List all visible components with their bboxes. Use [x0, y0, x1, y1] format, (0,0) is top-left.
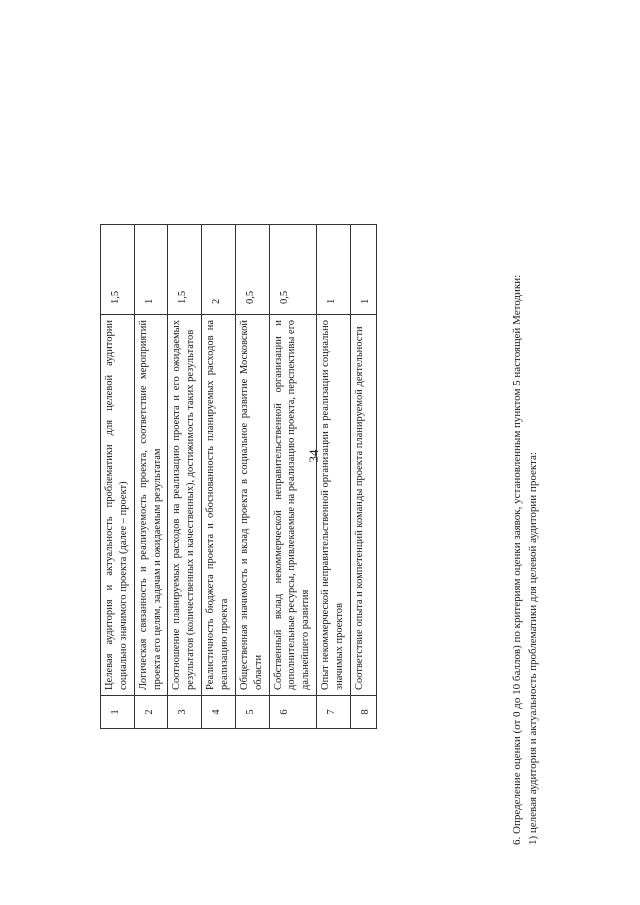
- table-row: [269, 225, 317, 729]
- table-row: [350, 225, 376, 729]
- criterion-text: Логическая связанность и реализуемость проекта, соответствие мероприятий проекта его целям, задачам и ожидаемым результатам: [134, 315, 168, 696]
- row-number: 6: [269, 696, 317, 729]
- row-number: 7: [317, 696, 351, 729]
- criterion-text: Реалистичность бюджета проекта и обоснованность планируемых расходов на реализацию проекта: [202, 315, 236, 696]
- criterion-text: Собственный вклад некоммерческой неправительственной организации и дополнительные ресурсы, привлекаемые на реализацию проекта, перспективы его дальнейшего развития: [269, 315, 317, 696]
- row-number: 5: [235, 696, 269, 729]
- criterion-weight: 1,5: [101, 225, 135, 315]
- table-row: [202, 225, 236, 729]
- row-number: 4: [202, 696, 236, 729]
- row-number: 8: [350, 696, 376, 729]
- paragraph-6: 6. Определение оценки (от 0 до 10 баллов) по критериям оценки заявок, установленным пунктом 5 настоящей Методики:: [511, 274, 523, 845]
- criterion-text: Опыт некоммерческой неправительственной организации в реализации социально значимых проектов: [317, 315, 351, 696]
- criterion-text: Соответствие опыта и компетенций команды проекта планируемой деятельности: [350, 315, 376, 696]
- criterion-text: Целевая аудитория и актуальность проблематики для целевой аудитории социально значимого проекта (далее – проект): [101, 315, 135, 696]
- body-text: [510, 125, 542, 845]
- table-row: [317, 225, 351, 729]
- criteria-table: [100, 224, 377, 729]
- table-row: [235, 225, 269, 729]
- page-number: 34: [306, 449, 321, 463]
- table-row: [168, 225, 202, 729]
- table-row: [101, 225, 135, 729]
- criterion-weight: 1,5: [168, 225, 202, 315]
- row-number: 1: [101, 696, 135, 729]
- criterion-weight: 0,5: [235, 225, 269, 315]
- criterion-weight: 2: [202, 225, 236, 315]
- criterion-text: Соотношение планируемых расходов на реализацию проекта и его ожидаемых результатов (количественных и качественных), достижимость таких результатов: [168, 315, 202, 696]
- criterion-text: Общественная значимость и вклад проекта в социальное развитие Московской области: [235, 315, 269, 696]
- criterion-weight: 1: [134, 225, 168, 315]
- criterion-weight: 0,5: [269, 225, 317, 315]
- criterion-weight: 1: [317, 225, 351, 315]
- paragraph-6-1: 1) целевая аудитория и актуальность проблематики для целевой аудитории проекта:: [526, 452, 539, 845]
- criterion-weight: 1: [350, 225, 376, 315]
- row-number: 2: [134, 696, 168, 729]
- table-row: [134, 225, 168, 729]
- row-number: 3: [168, 696, 202, 729]
